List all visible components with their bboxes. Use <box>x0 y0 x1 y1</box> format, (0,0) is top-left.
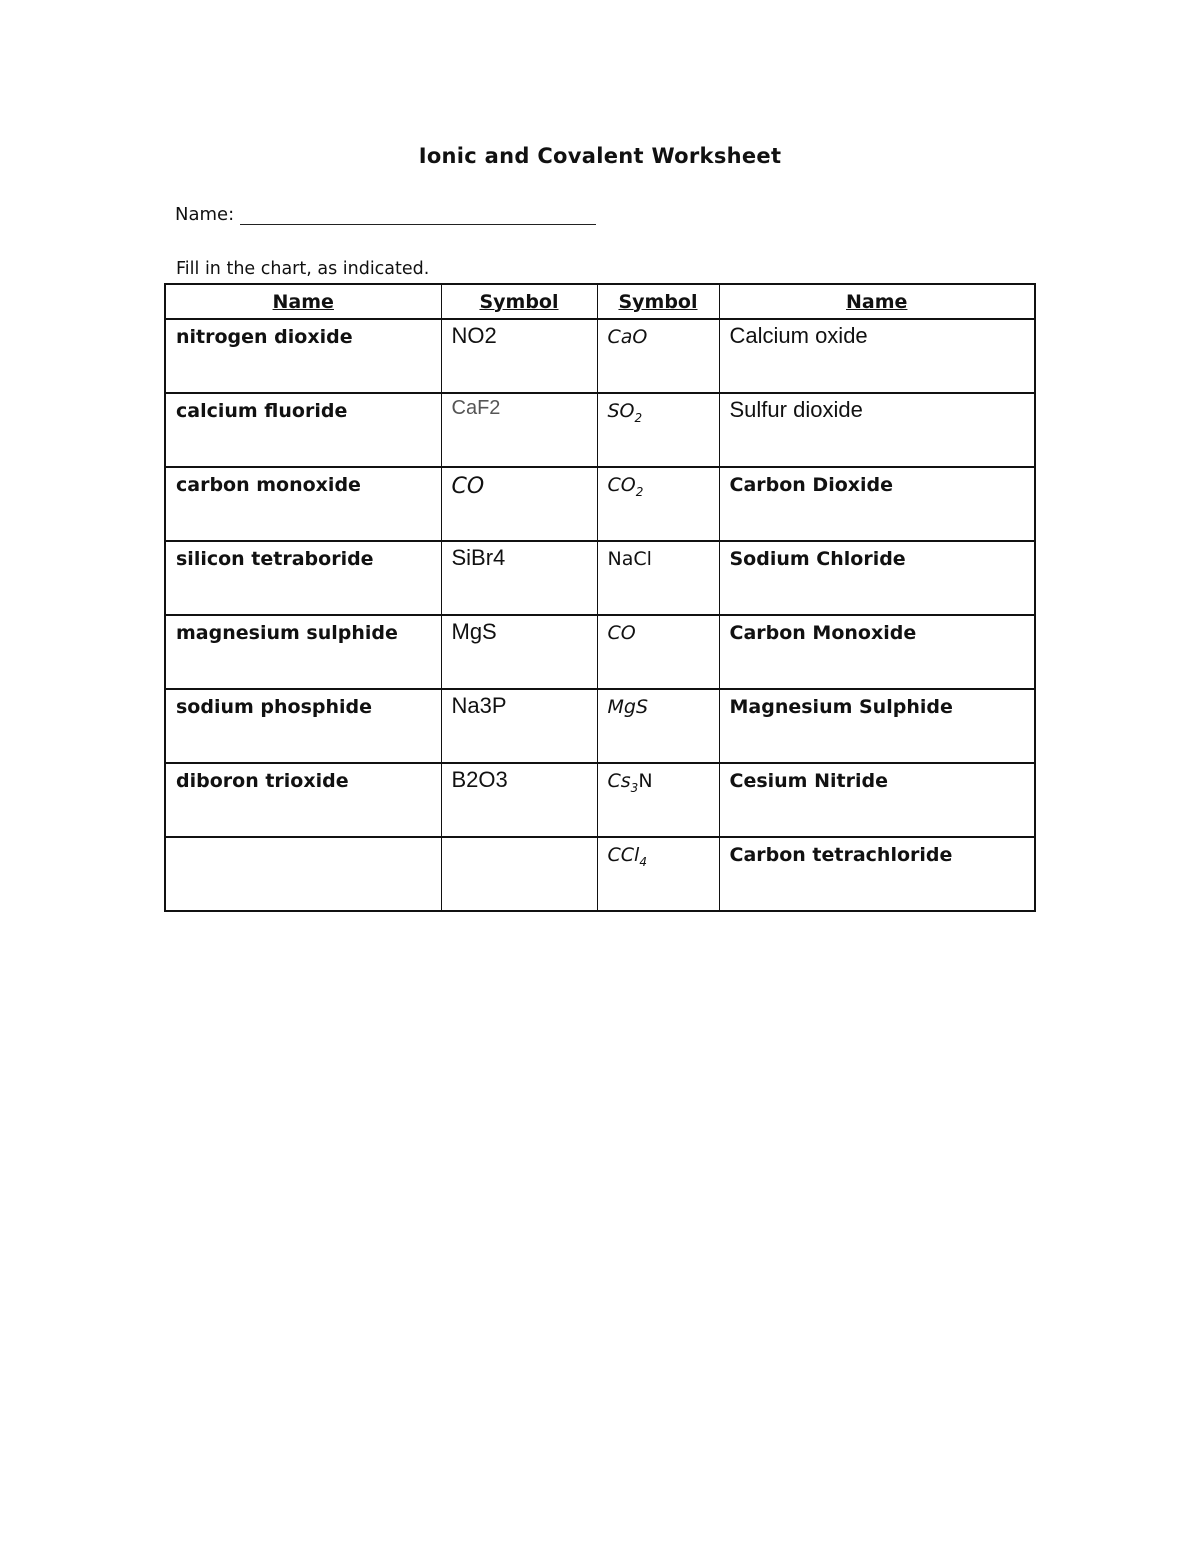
cell-symbol-given <box>597 763 719 837</box>
name-label: Name: <box>175 204 235 225</box>
cell-symbol: SiBr4 <box>441 541 597 615</box>
cell-name-answer: Magnesium Sulphide <box>719 689 1035 763</box>
cell-name-answer: Cesium Nitride <box>719 763 1035 837</box>
header-symbol-left: Symbol <box>441 284 597 319</box>
table-row <box>165 319 1035 393</box>
cell-name: carbon monoxide <box>165 467 441 541</box>
cell-name: silicon tetraboride <box>165 541 441 615</box>
cell-name-answer: Sodium Chloride <box>719 541 1035 615</box>
cell-symbol <box>441 837 597 911</box>
table-row <box>165 689 1035 763</box>
cell-symbol: CaF2 <box>441 393 597 467</box>
cell-symbol-given <box>597 393 719 467</box>
cell-symbol: MgS <box>441 615 597 689</box>
table-row <box>165 393 1035 467</box>
cell-name <box>165 837 441 911</box>
cell-name-answer: Sulfur dioxide <box>719 393 1035 467</box>
formula-subscript: 2 <box>634 410 643 425</box>
cell-symbol-given: MgS <box>597 689 719 763</box>
header-symbol-right: Symbol <box>597 284 719 319</box>
cell-symbol-given <box>597 837 719 911</box>
table-row <box>165 837 1035 911</box>
instructions: Fill in the chart, as indicated. <box>176 259 430 279</box>
cell-symbol-given: CaO <box>597 319 719 393</box>
cell-symbol: B2O3 <box>441 763 597 837</box>
cell-name-answer: Carbon Monoxide <box>719 615 1035 689</box>
student-name-line <box>175 204 596 225</box>
cell-symbol: NO2 <box>441 319 597 393</box>
table-row <box>165 763 1035 837</box>
cell-symbol-given <box>597 467 719 541</box>
formula-base: CCl <box>607 844 640 866</box>
cell-name-answer: Carbon tetrachloride <box>719 837 1035 911</box>
name-blank-field[interactable] <box>240 206 596 225</box>
cell-symbol-given: CO <box>597 615 719 689</box>
cell-name: sodium phosphide <box>165 689 441 763</box>
cell-symbol: CO <box>441 467 597 541</box>
cell-name: magnesium sulphide <box>165 615 441 689</box>
header-name-left: Name <box>165 284 441 319</box>
cell-name-answer: Calcium oxide <box>719 319 1035 393</box>
table-row <box>165 467 1035 541</box>
cell-name-answer: Carbon Dioxide <box>719 467 1035 541</box>
formula-subscript: 3 <box>630 780 639 795</box>
page-title: Ionic and Covalent Worksheet <box>418 144 782 168</box>
formula-base: SO <box>607 400 635 422</box>
formula-subscript: 4 <box>639 854 647 869</box>
table-row <box>165 615 1035 689</box>
cell-name: calcium fluoride <box>165 393 441 467</box>
table-header-row <box>165 284 1035 319</box>
formula-base: CO <box>607 474 636 496</box>
cell-name: diboron trioxide <box>165 763 441 837</box>
table-row <box>165 541 1035 615</box>
formula-base: Cs <box>607 770 631 792</box>
formula-tail: N <box>638 770 653 792</box>
cell-name: nitrogen dioxide <box>165 319 441 393</box>
cell-symbol: Na3P <box>441 689 597 763</box>
compound-chart <box>164 283 1036 912</box>
formula-subscript: 2 <box>635 484 644 499</box>
cell-symbol-given: NaCl <box>597 541 719 615</box>
header-name-right: Name <box>719 284 1035 319</box>
